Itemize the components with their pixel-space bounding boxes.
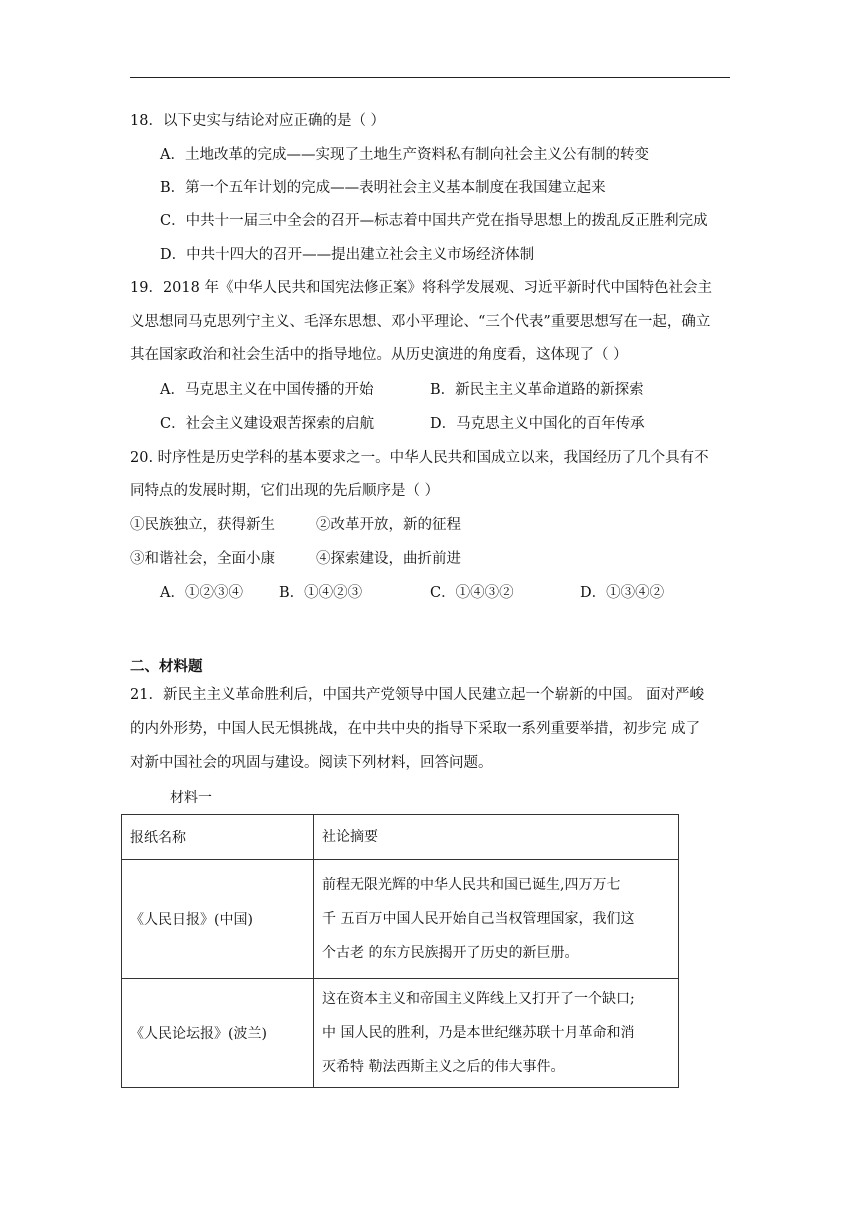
q19-option-b: B．新民主主义革命道路的新探索 [430, 382, 644, 398]
summary-line: 这在资本主义和帝国主义阵线上又打开了一个缺口; [322, 991, 635, 1007]
q19-option-a: A．马克思主义在中国传播的开始 [160, 382, 374, 398]
q19-stem-line-1: 19．2018 年《中华人民共和国宪法修正案》将科学发展观、习近平新时代中国特色社会主 [130, 280, 712, 296]
q21-stem-line-2: 的内外形势，中国人民无惧挑战，在中共中央的指导下采取一系列重要举措，初步完 成了 [130, 721, 701, 737]
q21-stem-line-1: 21．新民主主义革命胜利后，中国共产党领导中国人民建立起一个崭新的中国。 面对严峻 [130, 687, 705, 703]
q20-item-4: ④探索建设，曲折前进 [316, 551, 461, 567]
q18-stem: 18．以下史实与结论对应正确的是（ ） [130, 113, 386, 129]
table-row [122, 860, 679, 979]
q20-option-a: A．①②③④ [160, 585, 243, 601]
q19-stem-line-2: 义思想同马克思列宁主义、毛泽东思想、邓小平理论、“三个代表”重要思想写在一起，确立 [130, 314, 711, 330]
table-cell-summary [314, 860, 679, 979]
header-rule [130, 77, 730, 78]
table-cell-paper: 《人民日报》(中国) [122, 860, 314, 979]
q18-option-a: A．土地改革的完成——实现了土地生产资料私有制向社会主义公有制的转变 [160, 147, 649, 163]
q18-option-c: C．中共十一届三中全会的召开—标志着中国共产党在指导思想上的拨乱反正胜利完成 [160, 213, 708, 229]
q19-option-d: D．马克思主义中国化的百年传承 [430, 416, 645, 432]
q20-item-3: ③和谐社会，全面小康 [130, 551, 275, 567]
q19-option-c: C．社会主义建设艰苦探索的启航 [160, 416, 375, 432]
material-table [121, 814, 679, 1088]
summary-line: 千 五百万中国人民开始自己当权管理国家，我们这 [322, 911, 635, 927]
summary-line: 个古老 的东方民族揭开了历史的新巨册。 [322, 945, 579, 961]
q19-stem-line-3: 其在国家政治和社会生活中的指导地位。从历史演进的角度看，这体现了（ ） [130, 347, 628, 363]
material-label: 材料一 [170, 790, 212, 806]
table-cell-paper: 《人民论坛报》(波兰) [122, 979, 314, 1088]
q20-stem-line-1: 20. 时序性是历史学科的基本要求之一。中华人民共和国成立以来，我国经历了几个具有不 [130, 450, 709, 466]
q20-item-1: ①民族独立，获得新生 [130, 517, 275, 533]
table-row [122, 979, 679, 1088]
q18-option-b: B．第一个五年计划的完成——表明社会主义基本制度在我国建立起来 [160, 180, 606, 196]
section-heading: 二、材料题 [130, 658, 203, 675]
summary-line: 灭希特 勒法西斯主义之后的伟大事件。 [322, 1059, 565, 1075]
table-header-paper: 报纸名称 [122, 815, 314, 860]
q21-stem-line-3: 对新中国社会的巩固与建设。阅读下列材料，回答问题。 [130, 755, 493, 771]
q20-option-d: D．①③④② [580, 585, 665, 601]
q20-item-2: ②改革开放，新的征程 [316, 517, 461, 533]
q20-option-b: B．①④②③ [279, 585, 363, 601]
summary-line: 中 国人民的胜利，乃是本世纪继苏联十月革命和消 [322, 1025, 635, 1041]
summary-line: 前程无限光辉的中华人民共和国已诞生,四万万七 [322, 877, 621, 893]
table-header-row [122, 815, 679, 860]
table-cell-summary [314, 979, 679, 1088]
q20-option-c: C．①④③② [430, 585, 514, 601]
q18-option-d: D．中共十四大的召开——提出建立社会主义市场经济体制 [160, 247, 535, 263]
q20-stem-line-2: 同特点的发展时期，它们出现的先后顺序是（ ） [130, 483, 440, 499]
table-header-summary: 社论摘要 [314, 815, 679, 860]
